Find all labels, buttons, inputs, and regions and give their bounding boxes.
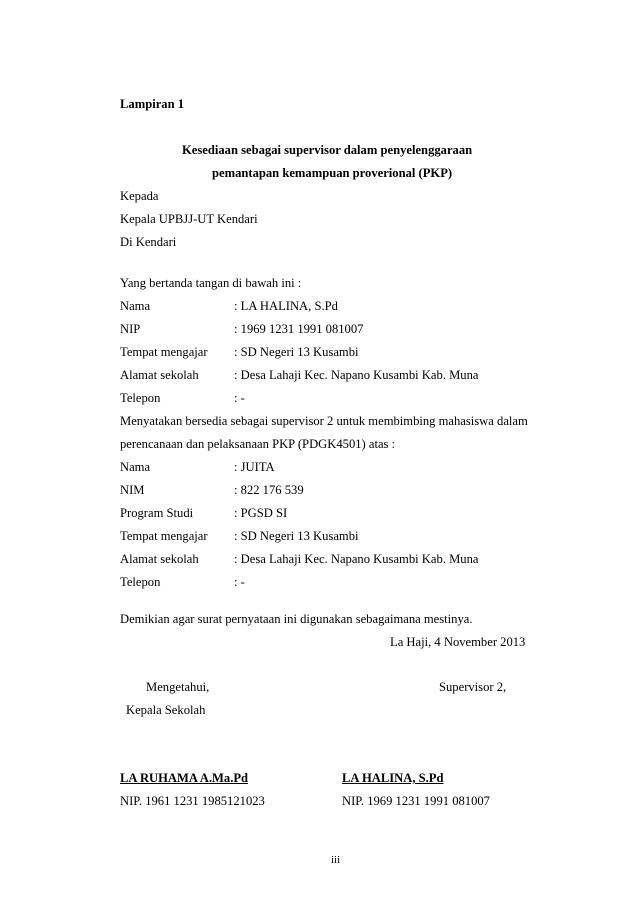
- left-signatory-name: LA RUHAMA A.Ma.Pd: [120, 771, 249, 785]
- supervisor-address-label: Alamat sekolah: [120, 368, 199, 382]
- supervisor-school-label: Tempat mengajar: [120, 345, 208, 359]
- student-nim-value: : 822 176 539: [234, 483, 304, 497]
- student-phone-label: Telepon: [120, 575, 161, 589]
- supervisor-phone-value: : -: [234, 391, 245, 405]
- student-name-value: : JUITA: [234, 460, 275, 474]
- supervisor-phone-label: Telepon: [120, 391, 161, 405]
- statement-line-2: perencanaan dan pelaksanaan PKP (PDGK4501) atas :: [120, 437, 396, 451]
- supervisor-name-value: : LA HALINA, S.Pd: [234, 299, 338, 313]
- supervisor-nip-value: : 1969 1231 1991 081007: [234, 322, 364, 336]
- student-program-label: Program Studi: [120, 506, 194, 520]
- student-name-label: Nama: [120, 460, 151, 474]
- statement-line-1: Menyatakan bersedia sebagai supervisor 2 untuk membimbing mahasiswa dalam: [120, 414, 528, 428]
- student-phone-value: : -: [234, 575, 245, 589]
- addressee-line-2: Kepala UPBJJ-UT Kendari: [120, 212, 258, 226]
- title-line-1: Kesediaan sebagai supervisor dalam penyelenggaraan: [182, 143, 473, 157]
- student-nim-label: NIM: [120, 483, 145, 497]
- right-signatory-name: LA HALINA, S.Pd: [342, 771, 444, 785]
- appendix-heading: Lampiran 1: [120, 97, 185, 111]
- supervisor-school-value: : SD Negeri 13 Kusambi: [234, 345, 359, 359]
- title-line-2: pemantapan kemampuan proverional (PKP): [212, 166, 453, 180]
- supervisor-address-value: : Desa Lahaji Kec. Napano Kusambi Kab. Muna: [234, 368, 479, 382]
- addressee-line-1: Kepada: [120, 189, 159, 203]
- left-sign-title-1: Mengetahui,: [146, 680, 210, 694]
- student-school-value: : SD Negeri 13 Kusambi: [234, 529, 359, 543]
- right-signatory-nip: NIP. 1969 1231 1991 081007: [342, 794, 490, 808]
- supervisor-name-label: Nama: [120, 299, 151, 313]
- left-signatory-nip: NIP. 1961 1231 1985121023: [120, 794, 265, 808]
- student-program-value: : PGSD SI: [234, 506, 288, 520]
- left-sign-title-2: Kepala Sekolah: [126, 703, 206, 717]
- right-sign-title-1: Supervisor 2,: [439, 680, 507, 694]
- supervisor-nip-label: NIP: [120, 322, 141, 336]
- student-school-label: Tempat mengajar: [120, 529, 208, 543]
- student-address-label: Alamat sekolah: [120, 552, 199, 566]
- place-date: La Haji, 4 November 2013: [390, 635, 526, 649]
- intro-text: Yang bertanda tangan di bawah ini :: [120, 276, 302, 290]
- student-address-value: : Desa Lahaji Kec. Napano Kusambi Kab. Muna: [234, 552, 479, 566]
- closing-text: Demikian agar surat pernyataan ini digunakan sebagaimana mestinya.: [120, 612, 473, 626]
- addressee-line-3: Di Kendari: [120, 235, 177, 249]
- page-number: iii: [331, 854, 341, 866]
